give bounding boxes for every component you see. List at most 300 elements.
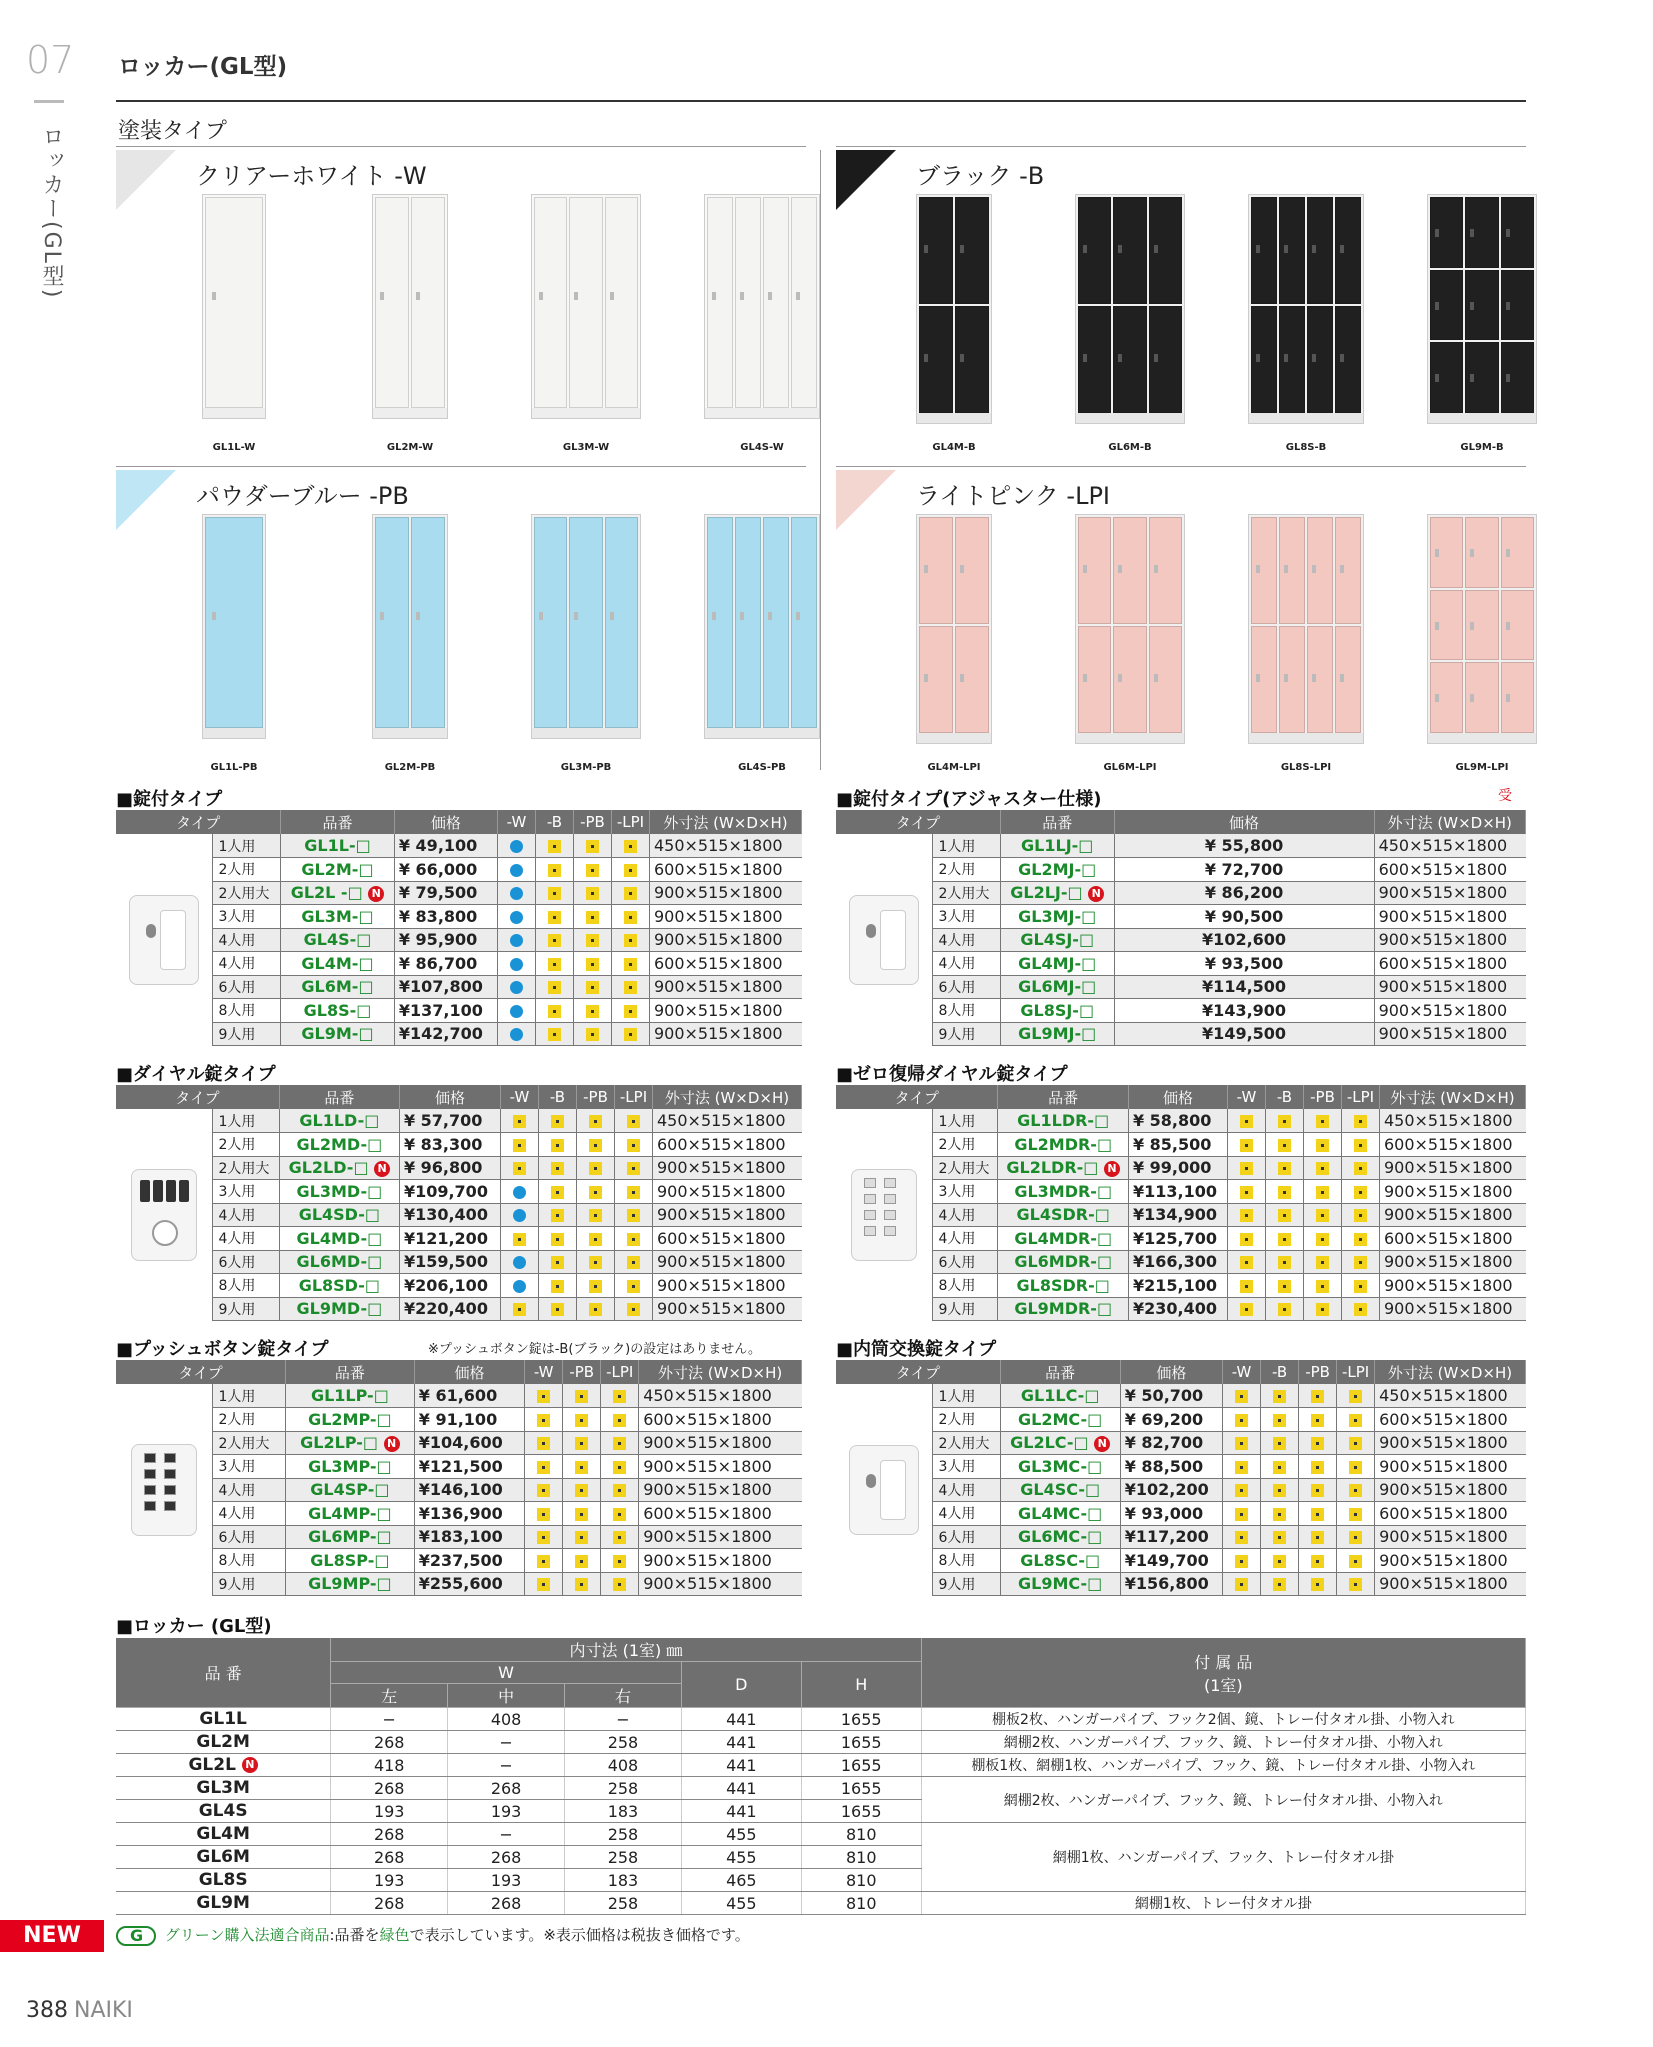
option-cell bbox=[1261, 1455, 1299, 1479]
price-cell: ¥149,700 bbox=[1120, 1549, 1222, 1573]
order-square-icon bbox=[1273, 1531, 1286, 1544]
option-cell bbox=[1223, 1549, 1261, 1573]
column-header: タイプ bbox=[836, 1085, 998, 1109]
order-square-icon bbox=[548, 840, 561, 853]
dims-code: GL2L N bbox=[116, 1754, 331, 1777]
door-handle-icon bbox=[1435, 622, 1439, 630]
order-square-icon bbox=[1354, 1162, 1367, 1175]
type-cell: 4人用 bbox=[212, 1478, 286, 1502]
locker-illustration bbox=[372, 514, 448, 739]
color-corner-mark bbox=[116, 470, 176, 530]
door-handle-icon bbox=[1435, 549, 1439, 557]
option-cell bbox=[1261, 1572, 1299, 1596]
code-cell: GL6MC-□ bbox=[1000, 1525, 1120, 1549]
locker-doors bbox=[1249, 195, 1363, 413]
dims-value: 268 bbox=[331, 1823, 448, 1846]
cyl-table bbox=[836, 1360, 1526, 1596]
door-handle-icon bbox=[960, 565, 964, 573]
code-cell: GL2LP-□ N bbox=[286, 1431, 415, 1455]
column-header: -LPI bbox=[601, 1360, 639, 1384]
order-square-icon bbox=[1349, 1555, 1362, 1568]
locker-door bbox=[1149, 197, 1182, 304]
code-cell: GL4SC-□ bbox=[1000, 1478, 1120, 1502]
col-sub: 右 bbox=[565, 1684, 682, 1708]
type-cell: 9人用 bbox=[212, 1572, 286, 1596]
door-handle-icon bbox=[1154, 674, 1158, 682]
order-square-icon bbox=[537, 1414, 550, 1427]
order-square-icon bbox=[548, 911, 561, 924]
push-button bbox=[144, 1501, 156, 1511]
order-square-icon bbox=[586, 981, 599, 994]
dimension-cell: 450×515×1800 bbox=[649, 834, 801, 858]
header-row bbox=[116, 1085, 802, 1109]
dims-value: 268 bbox=[331, 1892, 448, 1915]
dims-value: 441 bbox=[681, 1777, 801, 1800]
push-button bbox=[864, 1210, 876, 1220]
code-cell: GL4S-□ bbox=[281, 928, 395, 952]
lock-image-cell bbox=[836, 834, 932, 1046]
type-cell: 9人用 bbox=[932, 1297, 998, 1321]
option-cell bbox=[611, 928, 649, 952]
table-row bbox=[116, 1478, 802, 1502]
locker-door bbox=[1465, 270, 1498, 341]
push-button bbox=[864, 1178, 876, 1188]
page-num: 388 bbox=[26, 1998, 68, 2023]
table-row bbox=[116, 1431, 802, 1455]
order-square-icon bbox=[1278, 1115, 1291, 1128]
door-handle-icon bbox=[1470, 694, 1474, 702]
code-cell: GL8SD-□ bbox=[279, 1274, 399, 1298]
door-handle-icon bbox=[768, 292, 772, 300]
locker-illustration bbox=[704, 194, 820, 419]
locker-doors bbox=[203, 195, 265, 408]
dims-value: 268 bbox=[448, 1777, 565, 1800]
code-cell: GL2MDR-□ bbox=[998, 1133, 1129, 1157]
locker-door bbox=[375, 197, 409, 408]
type-cell: 3人用 bbox=[212, 1455, 286, 1479]
order-square-icon bbox=[575, 1555, 588, 1568]
option-cell bbox=[539, 1156, 577, 1180]
table-row bbox=[836, 1274, 1526, 1298]
code-cell: GL6MDR-□ bbox=[998, 1250, 1129, 1274]
type-cell: 1人用 bbox=[932, 1109, 998, 1133]
type-cell: 4人用 bbox=[212, 1203, 279, 1227]
price-cell: ¥121,200 bbox=[399, 1227, 500, 1251]
option-cell bbox=[501, 1180, 539, 1204]
door-handle-icon bbox=[1154, 245, 1158, 253]
option-cell bbox=[611, 1022, 649, 1046]
dimension-cell: 900×515×1800 bbox=[649, 881, 801, 905]
dims-value: − bbox=[448, 1731, 565, 1754]
code-cell: GL9M-□ bbox=[281, 1022, 395, 1046]
order-square-icon bbox=[1235, 1484, 1248, 1497]
new-badge: NEW bbox=[0, 1920, 104, 1952]
type-cell: 1人用 bbox=[932, 1384, 1000, 1408]
locker-door bbox=[1251, 626, 1277, 733]
acc-header: 付 属 品 bbox=[1194, 1652, 1253, 1672]
dimension-cell: 900×515×1800 bbox=[649, 975, 801, 999]
order-square-icon bbox=[537, 1390, 550, 1403]
locker-illustration bbox=[1248, 514, 1364, 744]
locker-door bbox=[1307, 197, 1333, 304]
door-handle-icon bbox=[610, 292, 614, 300]
door-handle-icon bbox=[960, 245, 964, 253]
door-handle-icon bbox=[1284, 354, 1288, 362]
dimension-cell: 900×515×1800 bbox=[1375, 1549, 1526, 1573]
locker-illustration bbox=[1427, 194, 1537, 424]
type-cell: 6人用 bbox=[932, 1525, 1000, 1549]
table-row bbox=[116, 1297, 802, 1321]
door-handle-icon bbox=[380, 612, 384, 620]
color-header: ブラック -B bbox=[916, 162, 1045, 190]
option-cell bbox=[525, 1408, 563, 1432]
option-cell bbox=[577, 1297, 615, 1321]
door-handle-icon bbox=[1312, 245, 1316, 253]
option-cell bbox=[611, 905, 649, 929]
order-square-icon bbox=[1354, 1186, 1367, 1199]
price-cell: ¥237,500 bbox=[414, 1549, 524, 1573]
order-square-icon bbox=[1273, 1461, 1286, 1474]
price-cell: ¥143,900 bbox=[1114, 999, 1374, 1023]
door-handle-icon bbox=[960, 674, 964, 682]
order-square-icon bbox=[1349, 1437, 1362, 1450]
order-square-icon bbox=[1235, 1461, 1248, 1474]
option-cell bbox=[1227, 1297, 1265, 1321]
option-cell bbox=[497, 999, 535, 1023]
lock-photo bbox=[849, 1445, 919, 1535]
option-cell bbox=[497, 1022, 535, 1046]
door-handle-icon bbox=[1118, 245, 1122, 253]
column-header: 価格 bbox=[1120, 1360, 1222, 1384]
code-cell: GL2L -□ N bbox=[281, 881, 395, 905]
price-cell: ¥114,500 bbox=[1114, 975, 1374, 999]
option-cell bbox=[1303, 1227, 1341, 1251]
column-header: -W bbox=[1223, 1360, 1261, 1384]
type-cell: 4人用 bbox=[212, 928, 281, 952]
dims-accessories: 網棚1枚、ハンガーパイプ、フック、トレー付タオル掛 bbox=[921, 1823, 1525, 1892]
zero-table bbox=[836, 1085, 1526, 1321]
type-cell: 2人用 bbox=[212, 858, 281, 882]
door-handle-icon bbox=[1435, 302, 1439, 310]
option-cell bbox=[1227, 1227, 1265, 1251]
table-row bbox=[116, 928, 802, 952]
order-square-icon bbox=[575, 1390, 588, 1403]
door-handle-icon bbox=[924, 565, 928, 573]
order-square-icon bbox=[586, 934, 599, 947]
order-square-icon bbox=[1354, 1209, 1367, 1222]
type-cell: 4人用 bbox=[212, 952, 281, 976]
option-cell bbox=[1265, 1156, 1303, 1180]
locker-door bbox=[1307, 626, 1333, 733]
available-dot-icon bbox=[513, 1186, 526, 1199]
locker-base bbox=[917, 733, 991, 743]
order-square-icon bbox=[548, 887, 561, 900]
price-cell: ¥255,600 bbox=[414, 1572, 524, 1596]
price-cell: ¥ 49,100 bbox=[394, 834, 497, 858]
order-square-icon bbox=[537, 1531, 550, 1544]
lock-image-cell bbox=[836, 1384, 932, 1596]
panel-underline bbox=[116, 466, 806, 467]
locker-base bbox=[1428, 733, 1536, 743]
panel-divider bbox=[820, 150, 821, 770]
order-square-icon bbox=[624, 911, 637, 924]
order-square-icon bbox=[1311, 1461, 1324, 1474]
option-cell bbox=[535, 881, 573, 905]
section-subtitle: 塗装タイプ bbox=[118, 119, 227, 144]
door-handle-icon bbox=[1284, 565, 1288, 573]
type-cell: 1人用 bbox=[212, 1109, 279, 1133]
door-handle-icon bbox=[740, 612, 744, 620]
option-cell bbox=[611, 834, 649, 858]
price-cell: ¥117,200 bbox=[1120, 1525, 1222, 1549]
column-header: 品番 bbox=[281, 810, 395, 834]
option-cell bbox=[563, 1502, 601, 1526]
locker-illustration bbox=[531, 194, 641, 419]
locker-caption: GL3M-PB bbox=[560, 762, 612, 773]
order-square-icon bbox=[589, 1115, 602, 1128]
locker-illustration bbox=[704, 514, 820, 739]
option-cell bbox=[611, 952, 649, 976]
order-square-icon bbox=[1235, 1555, 1248, 1568]
locker-caption: GL2M-PB bbox=[384, 762, 436, 773]
dimension-cell: 900×515×1800 bbox=[649, 1022, 801, 1046]
table-row bbox=[836, 1203, 1526, 1227]
price-cell: ¥121,500 bbox=[414, 1455, 524, 1479]
option-cell bbox=[1265, 1133, 1303, 1157]
dims-header-row bbox=[116, 1638, 1526, 1662]
option-cell bbox=[1223, 1478, 1261, 1502]
code-cell: GL8SDR-□ bbox=[998, 1274, 1129, 1298]
option-cell bbox=[539, 1227, 577, 1251]
order-square-icon bbox=[1273, 1484, 1286, 1497]
door-handle-icon bbox=[1340, 674, 1344, 682]
option-cell bbox=[1337, 1408, 1375, 1432]
dims-value: 418 bbox=[331, 1754, 448, 1777]
type-cell: 6人用 bbox=[212, 1250, 279, 1274]
dims-code: GL8S bbox=[116, 1869, 331, 1892]
green-mark-icon bbox=[116, 1926, 156, 1946]
door-handle-icon bbox=[740, 292, 744, 300]
dims-value: 193 bbox=[448, 1869, 565, 1892]
dims-value: 258 bbox=[565, 1892, 682, 1915]
order-square-icon bbox=[1240, 1303, 1253, 1316]
column-header: タイプ bbox=[116, 1085, 279, 1109]
dimension-cell: 900×515×1800 bbox=[1374, 881, 1525, 905]
table-row bbox=[116, 1109, 802, 1133]
panel-underline bbox=[836, 146, 1526, 147]
dims-value: − bbox=[565, 1708, 682, 1731]
order-square-icon bbox=[627, 1186, 640, 1199]
order-square-icon bbox=[624, 887, 637, 900]
code-cell: GL1LC-□ bbox=[1000, 1384, 1120, 1408]
dims-value: − bbox=[448, 1823, 565, 1846]
header-row bbox=[116, 1360, 802, 1384]
type-cell: 2人用大 bbox=[932, 881, 1000, 905]
door-handle-icon bbox=[712, 612, 716, 620]
dimension-cell: 900×515×1800 bbox=[653, 1297, 802, 1321]
color-corner-mark bbox=[836, 150, 896, 210]
dimension-cell: 900×515×1800 bbox=[1379, 1297, 1525, 1321]
locker-doors bbox=[532, 195, 640, 408]
code-cell: GL3MP-□ bbox=[286, 1455, 415, 1479]
dial-wheel bbox=[179, 1180, 189, 1202]
dims-accessories: 網棚2枚、ハンガーパイプ、フック、鏡、トレー付タオル掛、小物入れ bbox=[921, 1777, 1525, 1823]
dial-title: ■ダイヤル錠タイプ bbox=[116, 1064, 276, 1085]
dims-value: 1655 bbox=[801, 1708, 921, 1731]
option-cell bbox=[1227, 1203, 1265, 1227]
code-cell: GL2MD-□ bbox=[279, 1133, 399, 1157]
price-cell: ¥125,700 bbox=[1128, 1227, 1227, 1251]
column-header: -LPI bbox=[611, 810, 649, 834]
column-header: タイプ bbox=[116, 1360, 286, 1384]
table-row bbox=[116, 1022, 802, 1046]
option-cell bbox=[573, 999, 611, 1023]
option-cell bbox=[577, 1133, 615, 1157]
dims-accessories: 網棚1枚、トレー付タオル掛 bbox=[921, 1892, 1525, 1915]
option-cell bbox=[535, 999, 573, 1023]
option-cell bbox=[525, 1572, 563, 1596]
door-handle-icon bbox=[1470, 374, 1474, 382]
order-square-icon bbox=[586, 864, 599, 877]
option-cell bbox=[577, 1250, 615, 1274]
lock-photo bbox=[129, 895, 199, 985]
price-cell: ¥136,900 bbox=[414, 1502, 524, 1526]
table-row bbox=[836, 1297, 1526, 1321]
dims-value: 268 bbox=[331, 1731, 448, 1754]
order-square-icon bbox=[575, 1484, 588, 1497]
locker-door bbox=[1251, 517, 1277, 624]
dims-value: 455 bbox=[681, 1892, 801, 1915]
order-square-icon bbox=[1311, 1555, 1324, 1568]
order-square-icon bbox=[1235, 1531, 1248, 1544]
type-cell: 6人用 bbox=[212, 975, 281, 999]
dial-knob bbox=[152, 1220, 178, 1246]
lock-image-cell bbox=[116, 834, 212, 1046]
option-cell bbox=[539, 1250, 577, 1274]
order-square-icon bbox=[575, 1531, 588, 1544]
type-cell: 2人用 bbox=[932, 858, 1000, 882]
code-cell: GL2MJ-□ bbox=[1000, 858, 1114, 882]
price-cell: ¥ 57,700 bbox=[399, 1109, 500, 1133]
option-cell bbox=[1341, 1203, 1379, 1227]
option-cell bbox=[1337, 1502, 1375, 1526]
option-cell bbox=[601, 1478, 639, 1502]
option-cell bbox=[577, 1109, 615, 1133]
order-square-icon bbox=[1316, 1233, 1329, 1246]
available-dot-icon bbox=[510, 887, 523, 900]
door-handle-icon bbox=[1083, 565, 1087, 573]
option-cell bbox=[539, 1274, 577, 1298]
order-square-icon bbox=[1235, 1390, 1248, 1403]
order-square-icon bbox=[1278, 1280, 1291, 1293]
type-cell: 4人用 bbox=[932, 1502, 1000, 1526]
locker-door bbox=[1430, 590, 1463, 661]
dimension-cell: 450×515×1800 bbox=[1379, 1109, 1525, 1133]
option-cell bbox=[1341, 1109, 1379, 1133]
locker-base bbox=[705, 408, 819, 418]
cyl-title: ■内筒交換錠タイプ bbox=[836, 1339, 997, 1360]
order-square-icon bbox=[575, 1508, 588, 1521]
locker-door bbox=[763, 197, 789, 408]
code-cell: GL9MD-□ bbox=[279, 1297, 399, 1321]
type-cell: 3人用 bbox=[932, 1455, 1000, 1479]
option-cell bbox=[501, 1274, 539, 1298]
locker-door bbox=[1149, 626, 1182, 733]
dimension-cell: 900×515×1800 bbox=[1375, 1455, 1526, 1479]
option-cell bbox=[563, 1478, 601, 1502]
order-square-icon bbox=[589, 1162, 602, 1175]
locker-doors bbox=[705, 515, 819, 728]
order-square-icon bbox=[589, 1186, 602, 1199]
code-cell: GL6MJ-□ bbox=[1000, 975, 1114, 999]
order-square-icon bbox=[575, 1414, 588, 1427]
table-row bbox=[116, 1203, 802, 1227]
type-cell: 8人用 bbox=[212, 1549, 286, 1573]
column-header: タイプ bbox=[116, 810, 281, 834]
code-cell: GL1LDR-□ bbox=[998, 1109, 1129, 1133]
dimension-cell: 600×515×1800 bbox=[649, 858, 801, 882]
option-cell bbox=[611, 999, 649, 1023]
locker-doors bbox=[1076, 195, 1184, 413]
col-h: H bbox=[801, 1662, 921, 1708]
type-cell: 6人用 bbox=[932, 975, 1000, 999]
price-cell: ¥137,100 bbox=[394, 999, 497, 1023]
price-cell: ¥230,400 bbox=[1128, 1297, 1227, 1321]
push-button bbox=[864, 1226, 876, 1236]
table-row bbox=[116, 975, 802, 999]
code-cell: GL2LDR-□ N bbox=[998, 1156, 1129, 1180]
key-adj-table bbox=[836, 810, 1526, 1046]
price-cell: ¥206,100 bbox=[399, 1274, 500, 1298]
code-cell: GL2MP-□ bbox=[286, 1408, 415, 1432]
order-square-icon bbox=[1311, 1578, 1324, 1591]
col-sub: 左 bbox=[331, 1684, 448, 1708]
available-dot-icon bbox=[513, 1256, 526, 1269]
order-square-icon bbox=[1316, 1209, 1329, 1222]
available-dot-icon bbox=[513, 1280, 526, 1293]
push-button bbox=[884, 1194, 896, 1204]
order-square-icon bbox=[1311, 1484, 1324, 1497]
option-cell bbox=[577, 1156, 615, 1180]
price-cell: ¥107,800 bbox=[394, 975, 497, 999]
order-square-icon bbox=[1273, 1508, 1286, 1521]
price-cell: ¥183,100 bbox=[414, 1525, 524, 1549]
code-cell: GL4MC-□ bbox=[1000, 1502, 1120, 1526]
dimension-cell: 900×515×1800 bbox=[1379, 1156, 1525, 1180]
door-handle-icon bbox=[1154, 565, 1158, 573]
locker-door bbox=[1078, 197, 1111, 304]
available-dot-icon bbox=[510, 1005, 523, 1018]
dims-value: − bbox=[331, 1708, 448, 1731]
column-header: -W bbox=[501, 1085, 539, 1109]
door-handle-icon bbox=[212, 292, 216, 300]
locker-door bbox=[791, 197, 817, 408]
order-square-icon bbox=[624, 958, 637, 971]
order-square-icon bbox=[1311, 1531, 1324, 1544]
option-cell bbox=[1303, 1203, 1341, 1227]
option-cell bbox=[1227, 1156, 1265, 1180]
option-cell bbox=[615, 1250, 653, 1274]
dimension-cell: 900×515×1800 bbox=[1379, 1250, 1525, 1274]
table-row bbox=[116, 1502, 802, 1526]
option-cell bbox=[525, 1549, 563, 1573]
table-row bbox=[836, 1133, 1526, 1157]
push-button bbox=[144, 1469, 156, 1479]
option-cell bbox=[601, 1572, 639, 1596]
order-square-icon bbox=[1278, 1233, 1291, 1246]
code-cell: GL4MJ-□ bbox=[1000, 952, 1114, 976]
order-square-icon bbox=[627, 1233, 640, 1246]
